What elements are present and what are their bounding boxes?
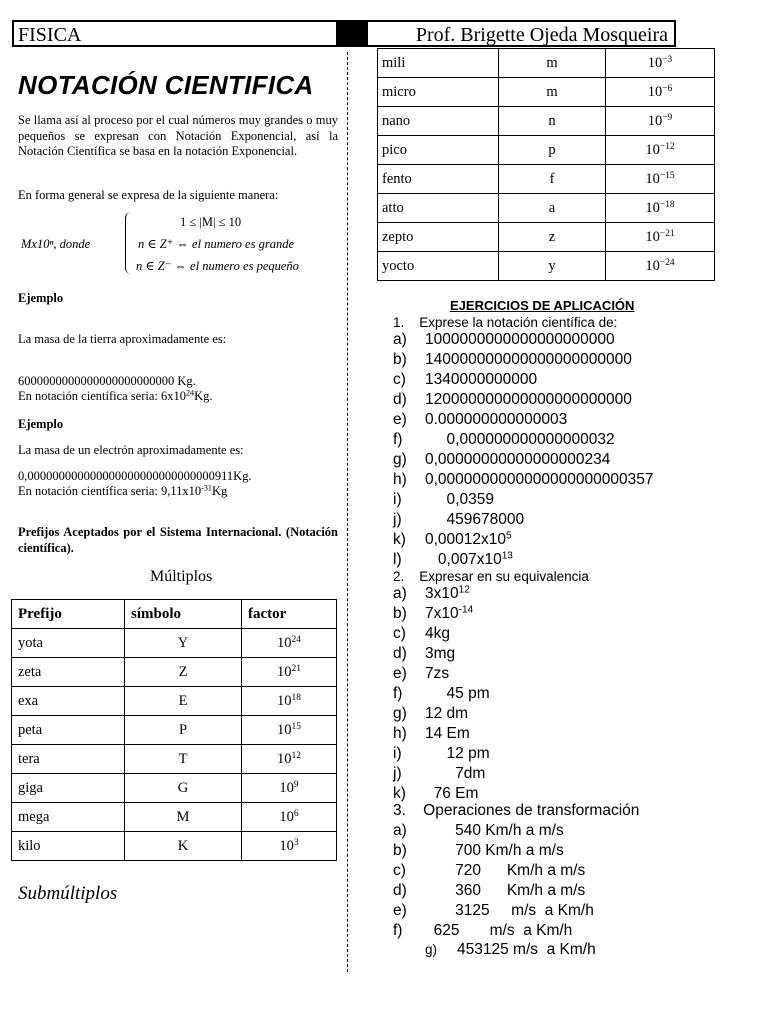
- prefix-cell: exa: [12, 687, 125, 716]
- item-label: d): [393, 645, 407, 662]
- example2-notation: [18, 484, 338, 500]
- formula-left: Mx10ⁿ, donde: [21, 237, 91, 251]
- symbol-cell: E: [125, 687, 242, 716]
- prefix-cell: zeta: [12, 658, 125, 687]
- item-text: 12 dm: [425, 705, 469, 722]
- example1-heading: Ejemplo: [18, 291, 64, 305]
- item-label: k): [393, 785, 406, 802]
- formula-line-3: n ∈ Z⁻ ⇔ el numero es pequeño: [136, 259, 299, 273]
- factor-exp: −9: [662, 112, 673, 123]
- example2-notation-exp: -31: [201, 483, 212, 493]
- table-row: [378, 165, 715, 194]
- factor-cell: [242, 745, 337, 774]
- exercises-title: EJERCICIOS DE APLICACIÓN: [450, 298, 635, 313]
- item-text: 0,0359: [425, 491, 494, 508]
- list-item: [393, 841, 594, 861]
- list-item: [393, 704, 490, 724]
- factor-cell: [242, 774, 337, 803]
- section3-list: [393, 821, 594, 941]
- factor-base: 10: [277, 721, 292, 738]
- list-item: [393, 350, 653, 370]
- factor-cell: [606, 78, 715, 107]
- symbol-cell: m: [499, 78, 606, 107]
- submultiples-table: [377, 48, 715, 281]
- factor-base: 10: [645, 141, 660, 158]
- section3-heading: 3. Operaciones de transformación: [393, 802, 640, 819]
- list-item: [393, 510, 653, 530]
- submultiples-title: Submúltiplos: [18, 883, 118, 904]
- table-row: [378, 49, 715, 78]
- example1-notation-exp: 24: [186, 388, 195, 398]
- item-label: i): [393, 491, 402, 508]
- list-item: [393, 430, 653, 450]
- table-row: [378, 194, 715, 223]
- factor-cell: [606, 165, 715, 194]
- table-row: [12, 629, 337, 658]
- symbol-cell: y: [499, 252, 606, 281]
- list-item: [393, 330, 653, 350]
- factor-base: 10: [277, 663, 292, 680]
- prefix-cell: fento: [378, 165, 499, 194]
- prefix-cell: mili: [378, 49, 499, 78]
- section2-list: [393, 584, 490, 804]
- prefix-cell: mega: [12, 803, 125, 832]
- item-text: 0,0000000000000000000000357: [425, 471, 654, 488]
- item-text: 453125 m/s a Km/h: [457, 941, 596, 958]
- header-divider-block: [336, 20, 368, 47]
- item-text: 700 Km/h a m/s: [425, 842, 564, 859]
- item-text: 120000000000000000000000: [425, 391, 632, 408]
- factor-cell: [242, 832, 337, 861]
- symbol-cell: f: [499, 165, 606, 194]
- item-label: e): [393, 902, 407, 919]
- intro-paragraph: Se llama así al proceso por el cual números muy grandes o muy pequeños se expresan con Notación Exponencial, así la Notación Científica se basa en la notación Exponencial.: [18, 113, 338, 158]
- symbol-cell: T: [125, 745, 242, 774]
- prefix-cell: giga: [12, 774, 125, 803]
- factor-base: 10: [277, 750, 292, 767]
- example2-heading: Ejemplo: [18, 417, 64, 431]
- item-text: 7x10: [425, 605, 459, 622]
- factor-base: 10: [279, 837, 294, 854]
- item-label: a): [393, 822, 407, 839]
- item-label: b): [393, 351, 407, 368]
- factor-exp: −12: [659, 141, 675, 152]
- list-item: [393, 390, 653, 410]
- item-label: l): [393, 551, 402, 568]
- item-text: 7zs: [425, 665, 450, 682]
- formula: [18, 212, 340, 278]
- example1-text: La masa de la tierra aproximadamente es:: [18, 332, 227, 346]
- prefix-cell: peta: [12, 716, 125, 745]
- item-text: 0,00012x10: [425, 531, 507, 548]
- section2-heading: 2. Expresar en su equivalencia: [393, 569, 589, 584]
- item-label: c): [393, 371, 406, 388]
- item-label: g): [393, 451, 407, 468]
- item-label: g): [393, 705, 407, 722]
- list-item: [393, 530, 653, 550]
- formula-line-1: 1 ≤ |M| ≤ 10: [180, 215, 242, 229]
- header-symbol: símbolo: [125, 600, 242, 629]
- example1-notation: [18, 389, 338, 405]
- prefix-cell: kilo: [12, 832, 125, 861]
- list-item: [393, 644, 490, 664]
- example2-text: La masa de un electrón aproximadamente es:: [18, 443, 244, 457]
- example2-value: 0,000000000000000000000000000000911Kg.: [18, 469, 252, 483]
- symbol-cell: P: [125, 716, 242, 745]
- factor-base: 10: [647, 83, 663, 100]
- example2-notation-suffix: Kg: [211, 484, 228, 498]
- formula-brace: [125, 212, 134, 274]
- table-row: [12, 745, 337, 774]
- list-item: [393, 821, 594, 841]
- list-item: [393, 584, 490, 604]
- factor-exp: −3: [662, 54, 673, 65]
- item-text: 4kg: [425, 625, 450, 642]
- factor-cell: [242, 687, 337, 716]
- header-factor: factor: [242, 600, 337, 629]
- header-prefix: Prefijo: [12, 600, 125, 629]
- list-item: [393, 901, 594, 921]
- list-item: [393, 764, 490, 784]
- factor-base: 10: [277, 692, 292, 709]
- item-text: 12 pm: [425, 745, 490, 762]
- table-row: [12, 832, 337, 861]
- prefix-cell: yota: [12, 629, 125, 658]
- item-text: 3mg: [425, 645, 456, 662]
- factor-base: 10: [647, 54, 663, 71]
- column-divider: [347, 52, 348, 972]
- table-row: [12, 658, 337, 687]
- symbol-cell: G: [125, 774, 242, 803]
- factor-exp: −15: [659, 170, 675, 181]
- item-label: f): [393, 685, 403, 702]
- item-text: 45 pm: [425, 685, 490, 702]
- factor-exp: −18: [659, 199, 675, 210]
- list-item: [393, 664, 490, 684]
- section1-list: [393, 330, 653, 570]
- list-item: [393, 470, 653, 490]
- item-text: 76 Em: [425, 785, 479, 802]
- item-label: e): [393, 411, 407, 428]
- item-label: h): [393, 725, 407, 742]
- factor-base: 10: [277, 634, 292, 651]
- item-label: j): [393, 765, 402, 782]
- item-exp: 5: [506, 530, 512, 542]
- item-label: c): [393, 862, 406, 879]
- item-text: 0,000000000000000032: [425, 431, 615, 448]
- item-label: j): [393, 511, 402, 528]
- prefix-cell: micro: [378, 78, 499, 107]
- item-label: d): [393, 391, 407, 408]
- factor-cell: [242, 658, 337, 687]
- page-header: [12, 20, 676, 47]
- item-label: a): [393, 331, 407, 348]
- item-exp: -14: [458, 604, 474, 616]
- table-header-row: [12, 600, 337, 629]
- factor-cell: [242, 716, 337, 745]
- item-text: 1000000000000000000000: [425, 331, 615, 348]
- symbol-cell: a: [499, 194, 606, 223]
- list-item: [393, 684, 490, 704]
- section1-heading: 1. Exprese la notación científica de:: [393, 315, 618, 330]
- item-label: d): [393, 882, 407, 899]
- item-text: 3x10: [425, 585, 459, 602]
- item-text: 540 Km/h a m/s: [425, 822, 564, 839]
- factor-base: 10: [647, 112, 663, 129]
- item-text: 140000000000000000000000: [425, 351, 632, 368]
- factor-exp: 24: [291, 634, 301, 645]
- factor-cell: [242, 629, 337, 658]
- factor-cell: [606, 252, 715, 281]
- item-text: 0,00000000000000000234: [425, 451, 611, 468]
- list-item: [393, 370, 653, 390]
- prefixes-heading: Prefijos Aceptados por el Sistema Internacional. (Notación científica).: [18, 525, 338, 555]
- factor-exp: 12: [291, 750, 301, 761]
- symbol-cell: z: [499, 223, 606, 252]
- factor-base: 10: [279, 779, 294, 796]
- factor-cell: [242, 803, 337, 832]
- factor-exp: 3: [293, 837, 299, 848]
- list-item: [393, 744, 490, 764]
- example2-notation-prefix: En notación científica seria: 9,11x10: [18, 484, 202, 498]
- item-label: a): [393, 585, 407, 602]
- factor-exp: 18: [291, 692, 301, 703]
- factor-cell: [606, 107, 715, 136]
- prefix-cell: yocto: [378, 252, 499, 281]
- page-title: NOTACIÓN CIENTIFICA: [18, 70, 314, 100]
- factor-exp: 15: [291, 721, 301, 732]
- table-row: [378, 136, 715, 165]
- subject-label: FISICA: [18, 24, 82, 46]
- symbol-cell: Z: [125, 658, 242, 687]
- symbol-cell: M: [125, 803, 242, 832]
- list-item: [393, 624, 490, 644]
- item-label: i): [393, 745, 402, 762]
- table-row: [12, 774, 337, 803]
- item-label: g): [425, 942, 438, 957]
- item-text: 625 m/s a Km/h: [425, 922, 573, 939]
- symbol-cell: n: [499, 107, 606, 136]
- item-label: f): [393, 431, 403, 448]
- section3-last-item: [425, 940, 596, 960]
- list-item: [393, 881, 594, 901]
- table-row: [12, 803, 337, 832]
- item-label: c): [393, 625, 406, 642]
- table-row: [12, 716, 337, 745]
- factor-cell: [606, 223, 715, 252]
- item-label: k): [393, 531, 406, 548]
- item-text: 1340000000000: [425, 371, 538, 388]
- item-text: 360 Km/h a m/s: [425, 882, 586, 899]
- prefix-cell: nano: [378, 107, 499, 136]
- factor-base: 10: [645, 199, 660, 216]
- factor-base: 10: [279, 808, 294, 825]
- item-text: 720 Km/h a m/s: [425, 862, 586, 879]
- factor-exp: 9: [293, 779, 299, 790]
- prefix-cell: atto: [378, 194, 499, 223]
- item-text: 0.000000000000003: [425, 411, 568, 428]
- list-item: [393, 724, 490, 744]
- multiples-title: Múltiplos: [150, 568, 213, 585]
- item-exp: 12: [458, 584, 470, 596]
- table-row: [378, 107, 715, 136]
- list-item: [393, 410, 653, 430]
- item-label: h): [393, 471, 407, 488]
- list-item: [393, 450, 653, 470]
- factor-exp: −21: [659, 228, 675, 239]
- factor-exp: 21: [291, 663, 301, 674]
- factor-exp: −24: [659, 257, 675, 268]
- prefix-cell: pico: [378, 136, 499, 165]
- item-text: 0,007x10: [425, 551, 502, 568]
- table-row: [378, 252, 715, 281]
- item-label: e): [393, 665, 407, 682]
- factor-cell: [606, 136, 715, 165]
- list-item: [393, 861, 594, 881]
- general-form-text: En forma general se expresa de la siguiente manera:: [18, 188, 279, 202]
- item-label: b): [393, 842, 407, 859]
- example1-notation-prefix: En notación científica seria: 6x10: [18, 389, 186, 403]
- factor-base: 10: [645, 257, 660, 274]
- item-text: 459678000: [425, 511, 525, 528]
- item-label: b): [393, 605, 407, 622]
- symbol-cell: K: [125, 832, 242, 861]
- factor-base: 10: [645, 228, 660, 245]
- factor-exp: −6: [662, 83, 673, 94]
- formula-line-2: n ∈ Z⁺ ⇔ el numero es grande: [138, 237, 294, 251]
- symbol-cell: p: [499, 136, 606, 165]
- factor-cell: [606, 194, 715, 223]
- factor-exp: 6: [293, 808, 299, 819]
- prefix-cell: tera: [12, 745, 125, 774]
- factor-cell: [606, 49, 715, 78]
- item-label: f): [393, 922, 403, 939]
- list-item: [393, 604, 490, 624]
- factor-base: 10: [645, 170, 660, 187]
- item-exp: 13: [501, 550, 513, 562]
- multiples-table: [11, 599, 337, 861]
- list-item: [393, 490, 653, 510]
- table-row: [378, 78, 715, 107]
- symbol-cell: m: [499, 49, 606, 78]
- table-row: [12, 687, 337, 716]
- item-text: 14 Em: [425, 725, 470, 742]
- teacher-name: Prof. Brigette Ojeda Mosqueira: [415, 24, 668, 46]
- example1-value: 6000000000000000000000000 Kg.: [18, 374, 196, 388]
- item-text: 7dm: [425, 765, 486, 782]
- table-row: [378, 223, 715, 252]
- prefix-cell: zepto: [378, 223, 499, 252]
- list-item: [393, 921, 594, 941]
- item-text: 3125 m/s a Km/h: [425, 902, 594, 919]
- example1-notation-suffix: Kg.: [194, 389, 213, 403]
- symbol-cell: Y: [125, 629, 242, 658]
